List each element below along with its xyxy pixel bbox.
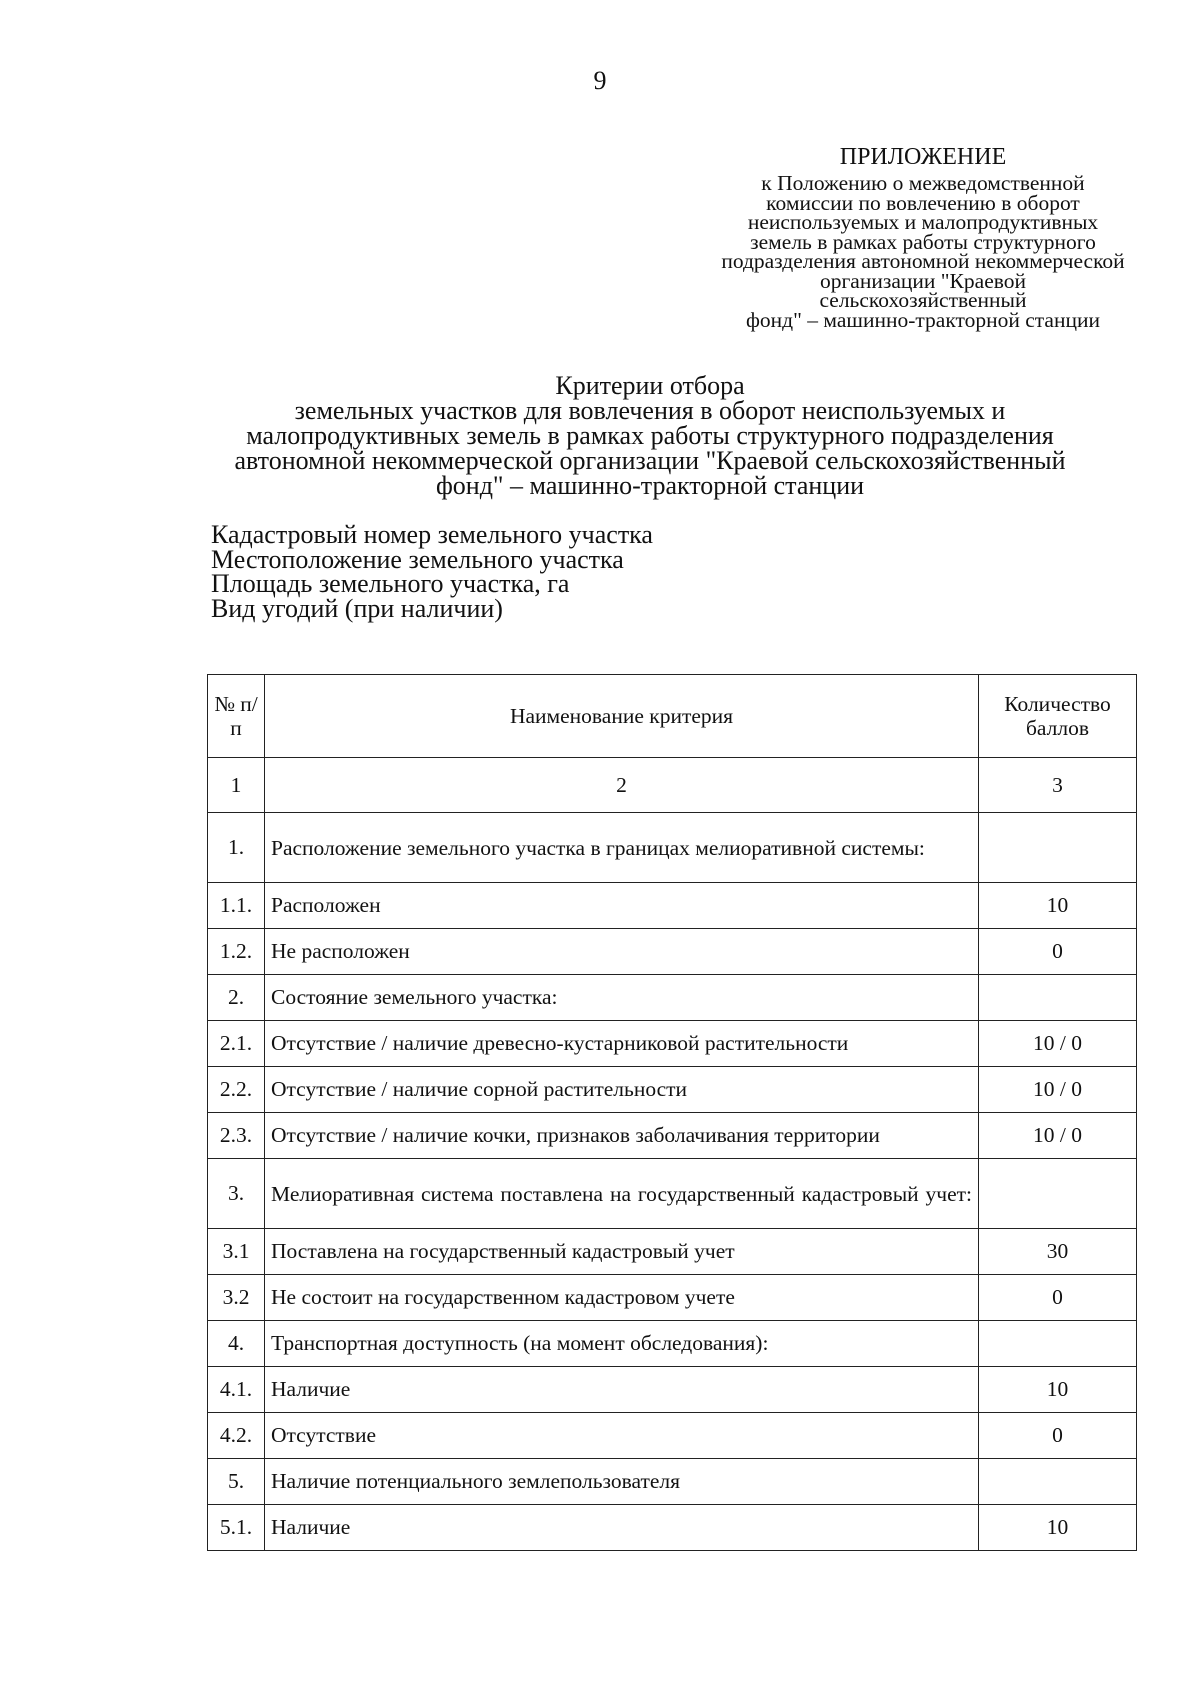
column-number: 3 xyxy=(979,758,1137,813)
row-name: Отсутствие xyxy=(265,1413,979,1459)
row-name: Расположение земельного участка в границах мелиоративной системы: xyxy=(265,813,979,883)
row-name: Не состоит на государственном кадастровом учете xyxy=(265,1275,979,1321)
row-num: 4. xyxy=(208,1321,265,1367)
row-name: Отсутствие / наличие кочки, признаков заболачивания территории xyxy=(265,1113,979,1159)
row-name: Наличие xyxy=(265,1367,979,1413)
table-header-row xyxy=(208,675,1137,758)
row-points: 0 xyxy=(979,929,1137,975)
table-row xyxy=(208,1275,1137,1321)
row-num: 2.1. xyxy=(208,1021,265,1067)
row-points: 10 xyxy=(979,1505,1137,1551)
row-points xyxy=(979,1459,1137,1505)
header-num: № п/п xyxy=(208,675,265,758)
row-name: Расположен xyxy=(265,883,979,929)
row-points xyxy=(979,1321,1137,1367)
row-name: Отсутствие / наличие сорной растительности xyxy=(265,1067,979,1113)
appendix-block xyxy=(688,142,1158,330)
field-cadastral-number: Кадастровый номер земельного участка xyxy=(211,520,653,549)
criteria-table xyxy=(207,674,1137,1551)
header-points: Количество баллов xyxy=(979,675,1137,758)
appendix-line: комиссии по вовлечению в оборот xyxy=(766,190,1080,215)
document-title xyxy=(150,373,1150,498)
title-line: земельных участков для вовлечения в оборот неиспользуемых и xyxy=(294,396,1006,425)
row-num: 4.1. xyxy=(208,1367,265,1413)
title-line: фонд" – машинно-тракторной станции xyxy=(435,471,865,500)
page-number: 9 xyxy=(593,66,607,95)
row-num: 1.1. xyxy=(208,883,265,929)
row-points: 10 / 0 xyxy=(979,1067,1137,1113)
land-plot-fields xyxy=(211,520,653,623)
row-num: 3.1 xyxy=(208,1229,265,1275)
appendix-line: подразделения автономной некоммерческой xyxy=(721,249,1125,273)
header-name: Наименование критерия xyxy=(265,675,979,758)
column-numbers-row xyxy=(208,758,1137,813)
appendix-line: неиспользуемых и малопродуктивных xyxy=(747,210,1099,234)
row-points: 10 xyxy=(979,883,1137,929)
row-name xyxy=(265,1159,979,1229)
appendix-line: фонд" – машинно-тракторной станции xyxy=(745,307,1100,332)
field-area: Площадь земельного участка, га xyxy=(211,569,570,598)
appendix-line: к Положению о межведомственной xyxy=(761,171,1085,195)
field-land-type: Вид угодий (при наличии) xyxy=(211,593,503,623)
row-points: 0 xyxy=(979,1413,1137,1459)
row-points xyxy=(979,813,1137,883)
appendix-line: организации "Краевой xyxy=(819,268,1026,293)
row-num: 2.2. xyxy=(208,1067,265,1113)
column-number: 1 xyxy=(208,758,265,813)
table-row xyxy=(208,1459,1137,1505)
row-points: 10 / 0 xyxy=(979,1113,1137,1159)
appendix-line: земель в рамках работы структурного xyxy=(750,229,1096,254)
table-row xyxy=(208,929,1137,975)
row-name: Состояние земельного участка: xyxy=(265,975,979,1021)
table-row xyxy=(208,975,1137,1021)
row-points: 30 xyxy=(979,1229,1137,1275)
table-row xyxy=(208,1367,1137,1413)
title-line: малопродуктивных земель в рамках работы структурного подразделения xyxy=(246,421,1054,450)
table-row xyxy=(208,1505,1137,1551)
row-points: 10 xyxy=(979,1367,1137,1413)
row-num: 3. xyxy=(208,1159,265,1229)
row-num: 3.2 xyxy=(208,1275,265,1321)
row-num: 5.1. xyxy=(208,1505,265,1551)
table-row xyxy=(208,813,1137,883)
row-name: Не расположен xyxy=(265,929,979,975)
row-points xyxy=(979,975,1137,1021)
row-name: Поставлена на государственный кадастровый учет xyxy=(265,1229,979,1275)
row-num: 4.2. xyxy=(208,1413,265,1459)
appendix-line: сельскохозяйственный xyxy=(819,288,1027,312)
column-number: 2 xyxy=(265,758,979,813)
table-row xyxy=(208,1229,1137,1275)
row-num: 5. xyxy=(208,1459,265,1505)
title-line: Критерии отбора xyxy=(555,371,745,400)
row-num: 2.3. xyxy=(208,1113,265,1159)
row-num: 1.2. xyxy=(208,929,265,975)
row-name: Наличие xyxy=(265,1505,979,1551)
table-row xyxy=(208,1159,1137,1229)
row-name: Наличие потенциального землепользователя xyxy=(265,1459,979,1505)
table-row xyxy=(208,1021,1137,1067)
field-location: Местоположение земельного участка xyxy=(211,544,624,574)
table-row xyxy=(208,1321,1137,1367)
row-num: 2. xyxy=(208,975,265,1021)
row-points xyxy=(979,1159,1137,1229)
table-row xyxy=(208,1067,1137,1113)
row-num: 1. xyxy=(208,813,265,883)
table-row xyxy=(208,883,1137,929)
row-points: 0 xyxy=(979,1275,1137,1321)
table-row xyxy=(208,1413,1137,1459)
row-name-text: Мелиоративная система поставлена на государственный кадастровый учет: xyxy=(271,1181,972,1206)
appendix-heading: ПРИЛОЖЕНИЕ xyxy=(839,144,1007,170)
row-points: 10 / 0 xyxy=(979,1021,1137,1067)
title-line: автономной некоммерческой организации "Краевой сельскохозяйственный xyxy=(234,446,1066,475)
row-name: Отсутствие / наличие древесно-кустарниковой растительности xyxy=(265,1021,979,1067)
table-row xyxy=(208,1113,1137,1159)
row-name: Транспортная доступность (на момент обследования): xyxy=(265,1321,979,1367)
